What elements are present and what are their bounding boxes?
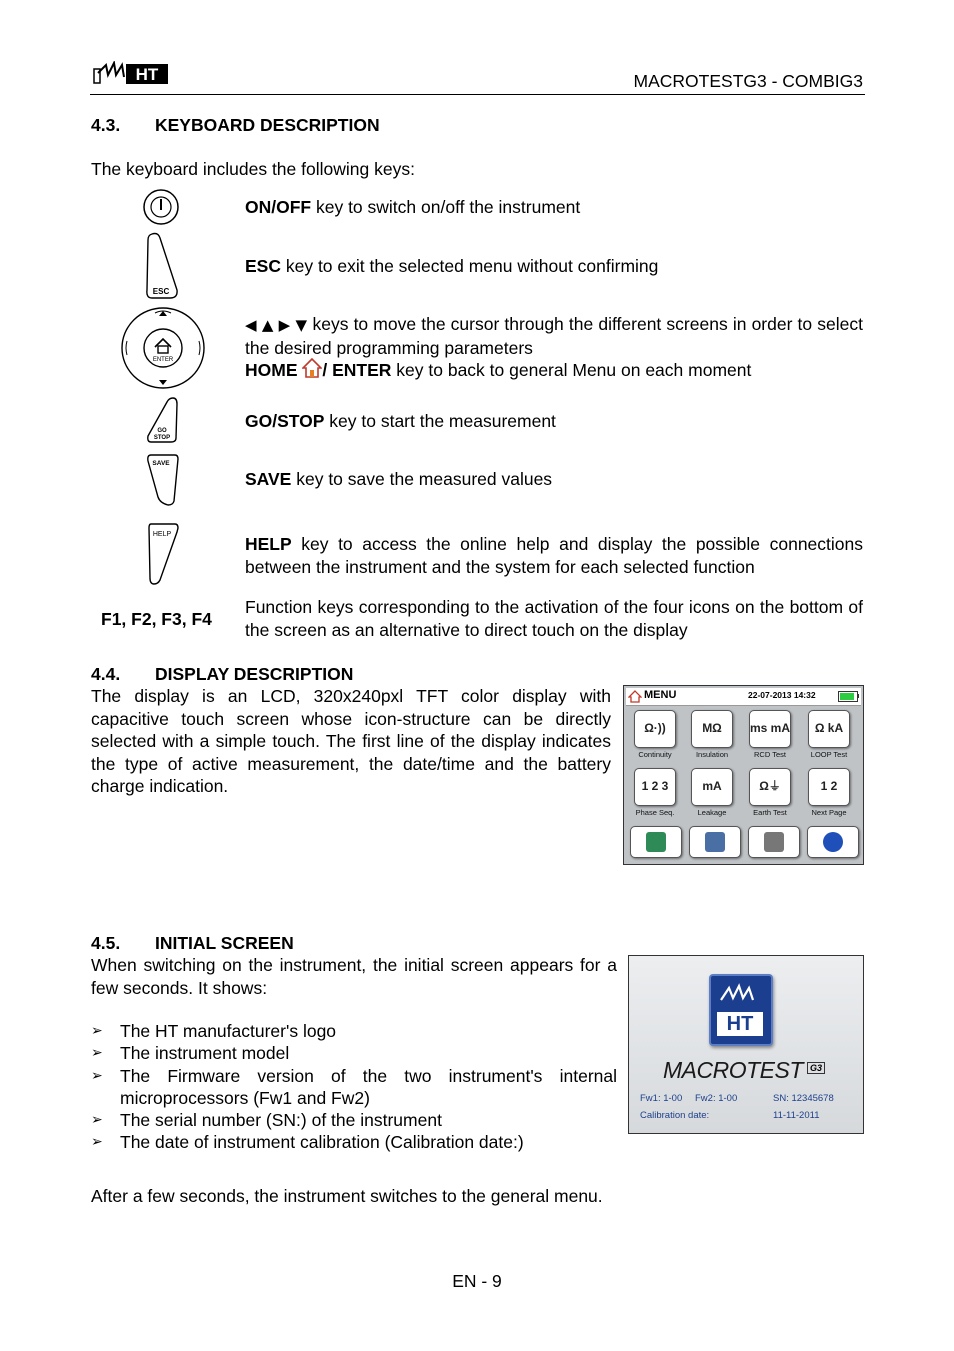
home-icon — [302, 358, 322, 378]
settings-gear-icon[interactable] — [748, 826, 800, 858]
navigation-pad — [119, 305, 207, 391]
document-title: MACROTESTG3 - COMBIG3 — [633, 71, 863, 91]
ht-logo-icon — [92, 61, 172, 87]
save-key-icon — [146, 453, 180, 507]
settings-gear-icon-glyph — [764, 832, 784, 852]
menu-tile-next-page[interactable] — [804, 768, 854, 822]
ht-logo-badge — [709, 974, 773, 1046]
initial-screen-intro: When switching on the instrument, the initial screen appears for a few seconds. It shows: — [91, 955, 617, 998]
list-item: ➢ The serial number (SN:) of the instrument — [91, 1109, 617, 1131]
power-icon — [142, 188, 180, 226]
menu-tile-icon: Ω·)) — [634, 710, 676, 748]
initial-screen-list — [91, 1020, 617, 1154]
ht-logo-icon — [711, 982, 771, 1006]
keyboard-intro: The keyboard includes the following keys: — [91, 159, 415, 179]
menu-tile-label: Phase Seq. — [635, 808, 675, 817]
function-keys-label: F1, F2, F3, F4 — [101, 609, 212, 629]
menu-tile-insulation[interactable] — [687, 710, 737, 764]
menu-tile-label: Next Page — [811, 808, 847, 817]
key-desc-go-stop: GO/STOP key to start the measurement — [245, 411, 556, 431]
menu-screen-topbar — [626, 688, 861, 706]
menu-tile-icon: 1 2 — [808, 768, 850, 806]
menu-tile-loop-test[interactable] — [804, 710, 854, 764]
ht-logo — [92, 61, 172, 87]
list-item: ➢ The date of instrument calibration (Calibration date:) — [91, 1131, 617, 1153]
display-description: The display is an LCD, 320x240pxl TFT color display with capacitive touch screen whose icon-structure can be directly selected with a simple touch. The first line of the display indicates the type of active measurement, the date/time and the battery charge indication. — [91, 686, 611, 796]
key-desc-esc: ESC key to exit the selected menu without confirming — [245, 256, 659, 276]
menu-tile-label: Earth Test — [753, 808, 787, 817]
page-number: EN - 9 — [452, 1271, 502, 1291]
ht-logo-text: HT — [726, 1013, 754, 1035]
memory-icon[interactable] — [689, 826, 741, 858]
menu-title: MENU — [644, 689, 677, 701]
list-item: ➢ The HT manufacturer's logo — [91, 1020, 617, 1042]
info-icon[interactable] — [807, 826, 859, 858]
model-badge: G3 — [807, 1062, 825, 1074]
initial-screen-image — [628, 955, 864, 1134]
menu-tile-label: Continuity — [638, 750, 672, 759]
go-stop-key — [145, 396, 179, 444]
save-key — [146, 453, 180, 507]
help-key — [146, 522, 180, 586]
menu-screen — [623, 685, 864, 865]
svg-text:STOP: STOP — [153, 435, 171, 441]
help-key-icon — [146, 522, 180, 586]
closing-paragraph: After a few seconds, the instrument switches to the general menu. — [91, 1186, 603, 1206]
serial-number: SN: 12345678 — [773, 1093, 834, 1104]
key-desc-function-keys: Function keys corresponding to the activation of the four icons on the bottom of the screen as an alternative to direct touch on the display — [245, 597, 863, 640]
go-stop-key-icon — [145, 396, 179, 444]
list-item: ➢ The instrument model — [91, 1042, 617, 1064]
menu-tile-icon: MΩ — [691, 710, 733, 748]
svg-text:SAVE: SAVE — [152, 460, 170, 467]
section-heading-keyboard: 4.3. KEYBOARD DESCRIPTION — [91, 115, 380, 135]
esc-key — [144, 232, 180, 300]
memory-icon-glyph — [705, 832, 725, 852]
list-item: ➢ The Firmware version of the two instrument's internal microprocessors (Fw1 and Fw2) — [91, 1065, 617, 1110]
menu-tile-leakage[interactable] — [687, 768, 737, 822]
home-icon — [628, 690, 642, 703]
svg-text:HT: HT — [135, 65, 159, 84]
key-desc-on-off: ON/OFF key to switch on/off the instrument — [245, 197, 581, 217]
menu-tile-icon: Ω kA — [808, 710, 850, 748]
key-desc-home-enter: HOME / ENTER key to back to general Menu on each moment — [245, 360, 752, 380]
battery-icon — [838, 691, 858, 702]
menu-tile-icon: ms mA — [749, 710, 791, 748]
svg-text:ESC: ESC — [152, 287, 170, 296]
calibration-label: Calibration date: — [640, 1110, 710, 1121]
export-icon[interactable] — [630, 826, 682, 858]
menu-datetime: 22-07-2013 14:32 — [748, 690, 816, 700]
navigation-pad-icon — [119, 305, 207, 391]
menu-tile-label: Leakage — [697, 808, 727, 817]
svg-text:HELP: HELP — [152, 531, 172, 538]
menu-tile-icon: Ω⏚ — [749, 768, 791, 806]
export-icon-glyph — [646, 832, 666, 852]
menu-tile-label: Insulation — [695, 750, 729, 759]
menu-tile-icon: mA — [691, 768, 733, 806]
section-heading-initial-screen: 4.5. INITIAL SCREEN — [91, 933, 294, 953]
key-desc-help: HELP key to access the online help and display the possible connections between the instrument and the system for each selected function — [245, 534, 863, 577]
svg-text:GO: GO — [157, 428, 167, 434]
key-desc-save: SAVE key to save the measured values — [245, 469, 553, 489]
key-desc-arrows: ◀ ▲ ▶ ▼ keys to move the cursor through the different screens in order to select the desired programming parameters — [245, 314, 863, 358]
fw2-version: Fw2: 1-00 — [695, 1093, 738, 1104]
header-rule — [90, 94, 865, 95]
menu-tile-phase-seq[interactable] — [630, 768, 680, 822]
esc-key-icon — [144, 232, 180, 300]
menu-tile-continuity[interactable] — [630, 710, 680, 764]
menu-tile-icon: 1 2 3 — [634, 768, 676, 806]
svg-text:ENTER: ENTER — [152, 357, 174, 363]
menu-tile-rcd-test[interactable] — [745, 710, 795, 764]
fw1-version: Fw1: 1-00 — [640, 1093, 683, 1104]
menu-tile-label: RCD Test — [754, 750, 786, 759]
info-icon-glyph — [823, 832, 843, 852]
menu-tile-label: LOOP Test — [810, 750, 848, 759]
section-heading-display: 4.4. DISPLAY DESCRIPTION — [91, 664, 354, 684]
instrument-model: MACROTEST — [663, 1057, 803, 1083]
on-off-key — [142, 188, 180, 226]
menu-tile-earth-test[interactable] — [745, 768, 795, 822]
calibration-date: 11-11-2011 — [773, 1110, 820, 1121]
